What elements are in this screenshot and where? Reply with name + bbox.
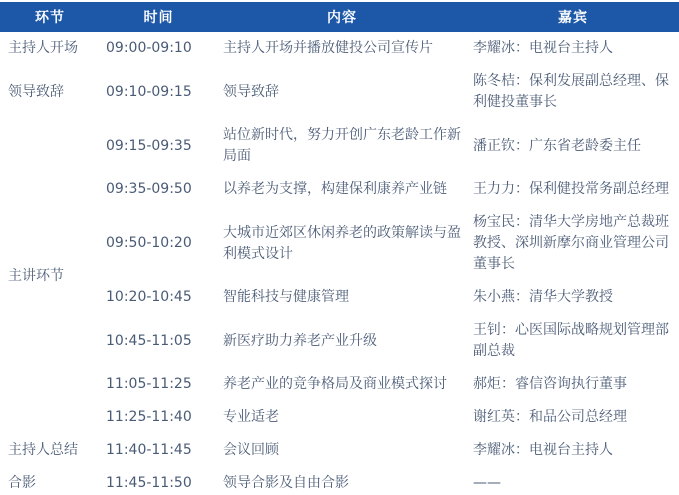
- guest-cell: ——: [473, 475, 501, 491]
- content-cell: 以养老为支撑，构建保利康养产业链: [223, 181, 447, 197]
- guest-cell: 王力力：保利健投常务副总经理: [473, 181, 669, 197]
- time-cell: 10:20-10:45: [106, 289, 192, 305]
- header-time: 时间: [100, 2, 217, 32]
- agenda-row: [0, 401, 679, 434]
- time-cell: 09:50-10:20: [106, 235, 192, 251]
- guest-cell: 李耀冰：电视台主持人: [473, 40, 613, 56]
- time-cell: 11:45-11:50: [106, 475, 192, 491]
- agenda-row: [0, 206, 679, 281]
- time-cell: 11:40-11:45: [106, 442, 192, 458]
- agenda-table: [0, 2, 679, 495]
- guest-cell: 王钊：心医国际战略规划管理部副总裁: [473, 322, 669, 359]
- content-cell: 大城市近郊区休闲养老的政策解读与盈利模式设计: [223, 224, 461, 262]
- session-cell: 领导致辞: [8, 83, 64, 100]
- header-row: [0, 2, 679, 32]
- time-cell: 09:10-09:15: [106, 83, 192, 100]
- time-cell: 10:45-11:05: [106, 332, 192, 349]
- agenda-row: [0, 65, 679, 119]
- time-cell: 09:00-09:10: [106, 40, 192, 56]
- agenda-row: [0, 368, 679, 401]
- guest-cell: 李耀冰：电视台主持人: [473, 442, 613, 458]
- guest-cell: 郝炬：睿信咨询执行董事: [473, 376, 627, 392]
- content-cell: 领导合影及自由合影: [223, 475, 349, 491]
- guest-cell: 朱小燕：清华大学教授: [473, 289, 613, 305]
- header-content: 内容: [217, 2, 467, 32]
- guest-cell: 陈冬桔：保利发展副总经理、保利健投董事长: [473, 73, 669, 110]
- agenda-row: [0, 314, 679, 368]
- agenda-row: [0, 32, 679, 65]
- content-cell: 会议回顾: [223, 442, 279, 458]
- content-cell: 主持人开场并播放健投公司宣传片: [223, 40, 433, 56]
- guest-cell: 谢红英：和品公司总经理: [473, 409, 627, 425]
- agenda-body: [0, 32, 679, 495]
- agenda-row: [0, 467, 679, 495]
- header-guest: 嘉宾: [467, 2, 679, 32]
- session-cell: 主持人总结: [8, 442, 78, 458]
- content-cell: 养老产业的竞争格局及商业模式探讨: [223, 376, 447, 392]
- agenda-row: [0, 173, 679, 206]
- time-cell: 09:35-09:50: [106, 181, 192, 197]
- header-session: 环节: [0, 2, 100, 32]
- time-cell: 09:15-09:35: [106, 137, 192, 154]
- content-cell: 专业适老: [223, 409, 279, 425]
- session-cell: 合影: [8, 475, 36, 491]
- time-cell: 11:05-11:25: [106, 376, 192, 392]
- agenda-row: [0, 119, 679, 173]
- time-cell: 11:25-11:40: [106, 409, 192, 425]
- content-cell: 领导致辞: [223, 83, 279, 100]
- content-cell: 智能科技与健康管理: [223, 289, 349, 305]
- agenda-row: [0, 281, 679, 314]
- session-cell: 主讲环节: [8, 268, 64, 284]
- content-cell: 站位新时代，努力开创广东老龄工作新局面: [223, 127, 461, 164]
- guest-cell: 杨宝民：清华大学房地产总裁班教授、深圳新摩尔商业管理公司董事长: [473, 214, 669, 272]
- session-cell: 主持人开场: [8, 40, 78, 56]
- content-cell: 新医疗助力养老产业升级: [223, 332, 377, 349]
- agenda-row: [0, 434, 679, 467]
- guest-cell: 潘正钦：广东省老龄委主任: [473, 137, 641, 154]
